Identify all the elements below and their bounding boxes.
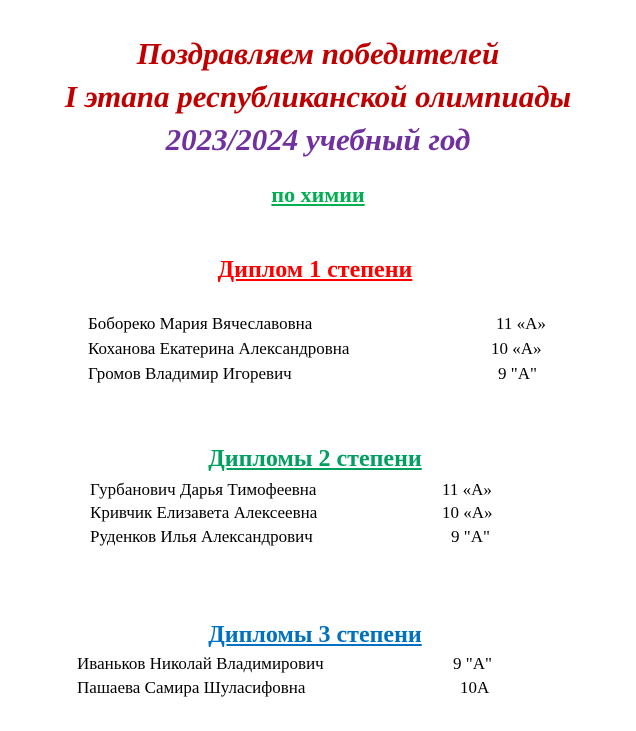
winner-name: Громов Владимир Игоревич — [88, 364, 292, 383]
winner-name: Боборeко Мария Вячеславовна — [88, 314, 313, 333]
section-heading-3: Дипломы 3 степени — [208, 622, 422, 648]
section-heading-1: Диплом 1 степени — [217, 257, 413, 283]
winner-grade: 11 «А» — [496, 314, 546, 333]
winner-grade: 9 "А" — [498, 364, 537, 383]
title-line-1: Поздравляем победителей — [136, 36, 500, 71]
winner-grade: 10 «А» — [491, 339, 542, 358]
winner-grade: 9 "А" — [453, 654, 492, 673]
winner-name: Гурбанович Дарья Тимофеевна — [90, 480, 317, 499]
winner-grade: 11 «А» — [442, 480, 492, 499]
winner-name: Пашаева Самира Шуласифовна — [77, 678, 306, 697]
section-heading-2: Дипломы 2 степени — [208, 446, 422, 472]
winner-name: Иваньков Николай Владимирович — [77, 654, 324, 673]
title-line-2: I этапа республиканской олимпиады — [64, 79, 572, 114]
winner-grade: 10 «А» — [442, 503, 493, 522]
title-line-3: 2023/2024 учебный год — [165, 122, 471, 157]
winner-name: Руденков Илья Александрович — [90, 527, 313, 546]
winner-grade: 9 "А" — [451, 527, 490, 546]
winner-name: Кривчик Елизавета Алексеевна — [90, 503, 318, 522]
winner-name: Коханова Екатерина Александровна — [88, 339, 350, 358]
subject-label: по химии — [271, 182, 365, 207]
winner-grade: 10А — [460, 678, 490, 697]
